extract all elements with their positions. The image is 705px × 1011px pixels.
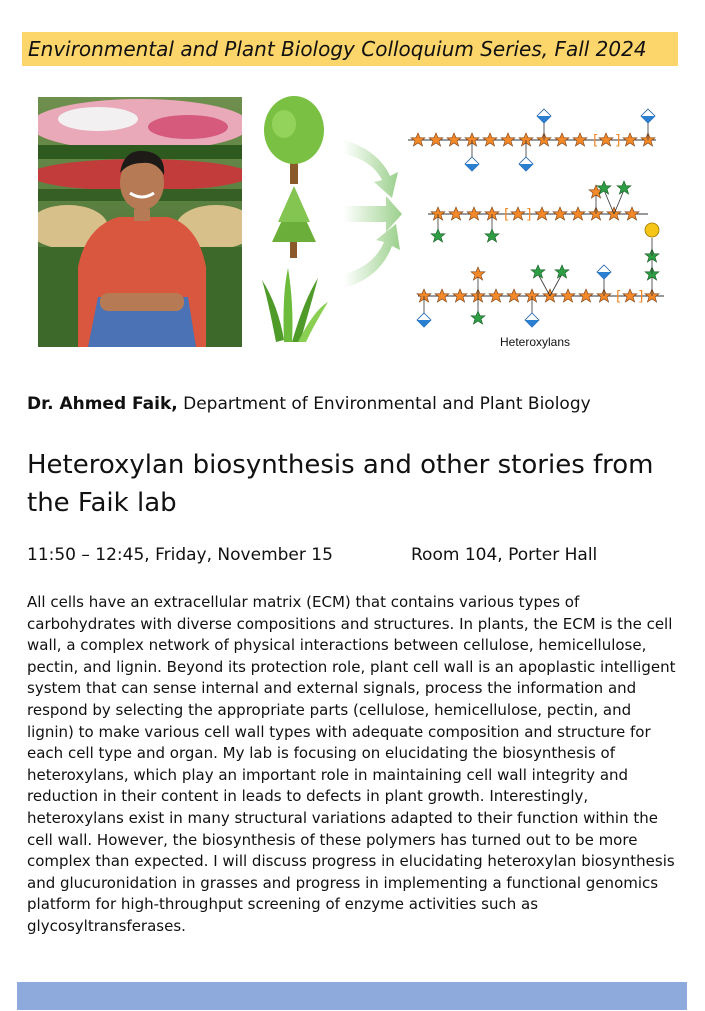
deciduous-tree-icon [264,96,324,184]
xylan-chain-3 [417,223,664,327]
heteroxylan-figure [258,90,678,358]
xylan-chain-1 [408,109,656,171]
footer-bar [17,982,687,1010]
talk-time: 11:50 – 12:45, Friday, November 15 [27,545,333,565]
figure-caption: Heteroxylans [500,335,571,349]
svg-text:]: ] [615,133,621,149]
speaker-line [27,392,591,416]
arrow-3-icon [344,224,400,288]
grass-icon [262,268,328,342]
svg-text:[: [ [593,133,599,149]
speaker-photo [38,97,242,347]
svg-text:[: [ [504,207,510,223]
arrow-1-icon [344,140,398,198]
talk-title: Heteroxylan biosynthesis and other stories from the Faik lab [27,450,654,518]
xylan-chain-2 [428,181,648,242]
speaker-name: Dr. Ahmed Faik, [27,394,178,414]
colloquium-banner: Environmental and Plant Biology Colloquium Series, Fall 2024 [22,32,678,66]
svg-text:[: [ [616,289,622,305]
talk-room: Room 104, Porter Hall [411,545,598,565]
conifer-tree-icon [272,186,316,258]
talk-abstract: All cells have an extracellular matrix (ECM) that contains various types of carbohydrates with diverse compositions and structures. In plants, the ECM is the cell wall, a complex network of physical interactions between cellulose, hemicellulose, pectin, and lignin. Beyond its protection role, plant cell wall is an apoplastic intelligent system that can sense internal and external signals, process the information and respond by selecting the appropriate parts (cellulose, hemicellulose, pectin, and lignin) to make various cell wall types with adequate composition and structure for each cell type and organ. My lab is focusing on elucidating the biosynthesis of heteroxylans, which play an important role in maintaining cell wall integrity and reduction in their content in leads to defects in plant growth. Interestingly, heteroxylans exist in many structural variations adapted to their function within the cell wall. However, the biosynthesis of these polymers has turned out to be more complex than expected. I will discuss progress in elucidating heteroxylan biosynthesis and glucuronidation in grasses and progress in implementing a functional genomics platform for high-throughput screening of enzyme activities such as glycosyltransferases. [27,593,676,935]
svg-text:]: ] [526,207,532,223]
svg-text:]: ] [638,289,644,305]
speaker-department: Department of Environmental and Plant Biology [177,394,591,414]
